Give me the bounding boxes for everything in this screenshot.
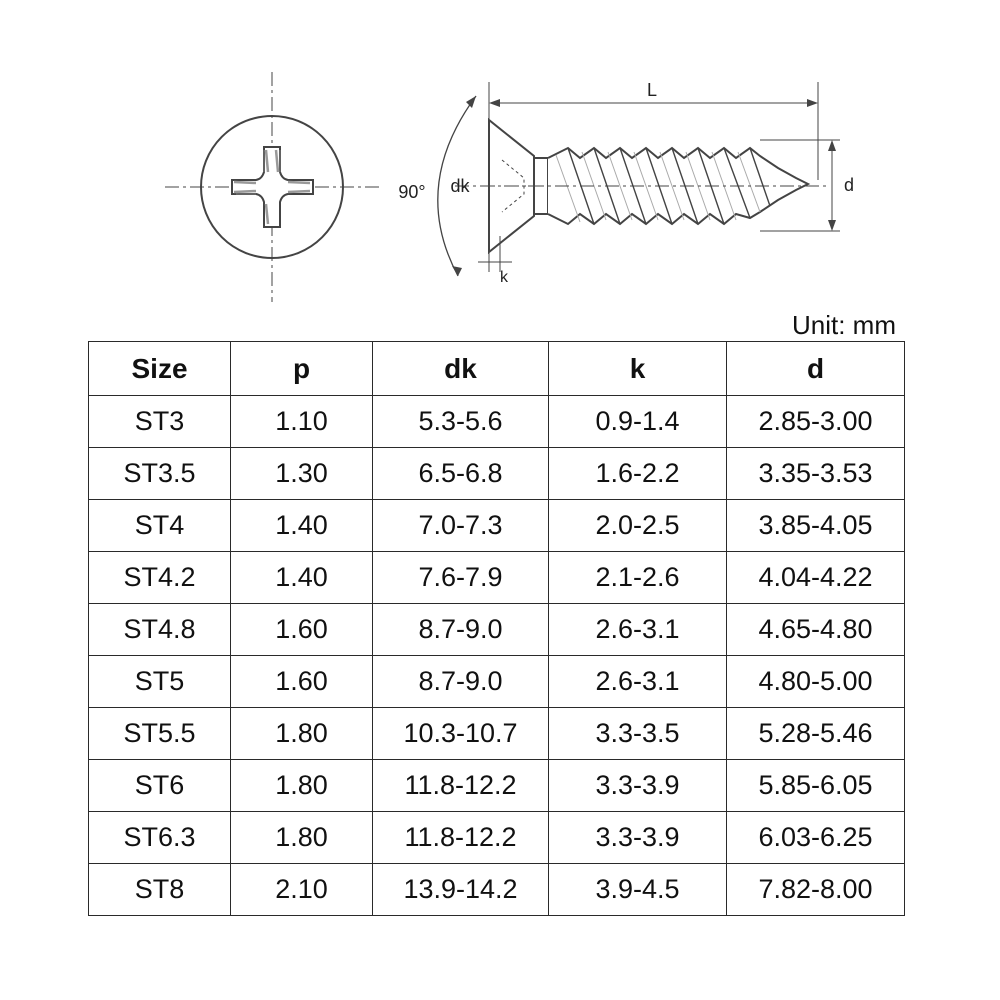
table-cell: ST5	[89, 656, 231, 708]
table-header-row	[89, 342, 905, 396]
table-cell: 3.3-3.5	[549, 708, 727, 760]
table-row	[89, 708, 905, 760]
table-row	[89, 864, 905, 916]
table-cell: 7.0-7.3	[373, 500, 549, 552]
table-cell: 2.6-3.1	[549, 656, 727, 708]
table-cell: 1.10	[231, 396, 373, 448]
table-cell: 3.3-3.9	[549, 760, 727, 812]
table-cell: ST6.3	[89, 812, 231, 864]
column-header: dk	[373, 342, 549, 396]
length-label: L	[646, 80, 658, 100]
table-cell: 11.8-12.2	[373, 812, 549, 864]
head-height-label: k	[500, 269, 508, 286]
table-row	[89, 760, 905, 812]
table-cell: 1.80	[231, 812, 373, 864]
table-row	[89, 552, 905, 604]
table-cell: ST4	[89, 500, 231, 552]
table-cell: 6.5-6.8	[373, 448, 549, 500]
table-cell: 3.9-4.5	[549, 864, 727, 916]
table-cell: 6.03-6.25	[727, 812, 905, 864]
table-cell: 11.8-12.2	[373, 760, 549, 812]
table-cell: 3.85-4.05	[727, 500, 905, 552]
table-row	[89, 656, 905, 708]
screw-side-view	[438, 82, 840, 276]
screw-head-top-view	[165, 72, 380, 302]
thread-diameter-label: d	[844, 175, 855, 195]
table-cell: 8.7-9.0	[373, 656, 549, 708]
table-cell: 2.10	[231, 864, 373, 916]
table-cell: 8.7-9.0	[373, 604, 549, 656]
table-cell: ST8	[89, 864, 231, 916]
table-cell: 1.6-2.2	[549, 448, 727, 500]
table-cell: ST3.5	[89, 448, 231, 500]
table-cell: ST4.8	[89, 604, 231, 656]
head-diameter-label: dk	[450, 176, 470, 196]
table-cell: 5.28-5.46	[727, 708, 905, 760]
table-row	[89, 500, 905, 552]
table-row	[89, 812, 905, 864]
table-cell: 4.80-5.00	[727, 656, 905, 708]
table-cell: 5.85-6.05	[727, 760, 905, 812]
table-cell: 1.80	[231, 708, 373, 760]
angle-label: 90°	[398, 182, 426, 202]
spec-table	[88, 341, 905, 916]
table-cell: 1.80	[231, 760, 373, 812]
table-row	[89, 604, 905, 656]
column-header: k	[549, 342, 727, 396]
table-cell: ST4.2	[89, 552, 231, 604]
column-header: p	[231, 342, 373, 396]
table-cell: 2.0-2.5	[549, 500, 727, 552]
screw-diagram	[0, 0, 1000, 320]
table-cell: 4.65-4.80	[727, 604, 905, 656]
table-cell: 3.3-3.9	[549, 812, 727, 864]
table-cell: ST5.5	[89, 708, 231, 760]
table-cell: 0.9-1.4	[549, 396, 727, 448]
table-cell: 1.60	[231, 656, 373, 708]
table-cell: 10.3-10.7	[373, 708, 549, 760]
table-cell: 5.3-5.6	[373, 396, 549, 448]
table-cell: ST6	[89, 760, 231, 812]
table-cell: 3.35-3.53	[727, 448, 905, 500]
table-cell: 7.82-8.00	[727, 864, 905, 916]
column-header: d	[727, 342, 905, 396]
column-header: Size	[89, 342, 231, 396]
table-cell: 1.40	[231, 500, 373, 552]
table-cell: 1.60	[231, 604, 373, 656]
table-cell: ST3	[89, 396, 231, 448]
table-cell: 13.9-14.2	[373, 864, 549, 916]
table-cell: 1.40	[231, 552, 373, 604]
table-cell: 7.6-7.9	[373, 552, 549, 604]
table-row	[89, 448, 905, 500]
table-cell: 2.1-2.6	[549, 552, 727, 604]
unit-label: Unit: mm	[792, 310, 896, 340]
table-cell: 2.6-3.1	[549, 604, 727, 656]
table-cell: 2.85-3.00	[727, 396, 905, 448]
table-cell: 4.04-4.22	[727, 552, 905, 604]
table-row	[89, 396, 905, 448]
table-cell: 1.30	[231, 448, 373, 500]
